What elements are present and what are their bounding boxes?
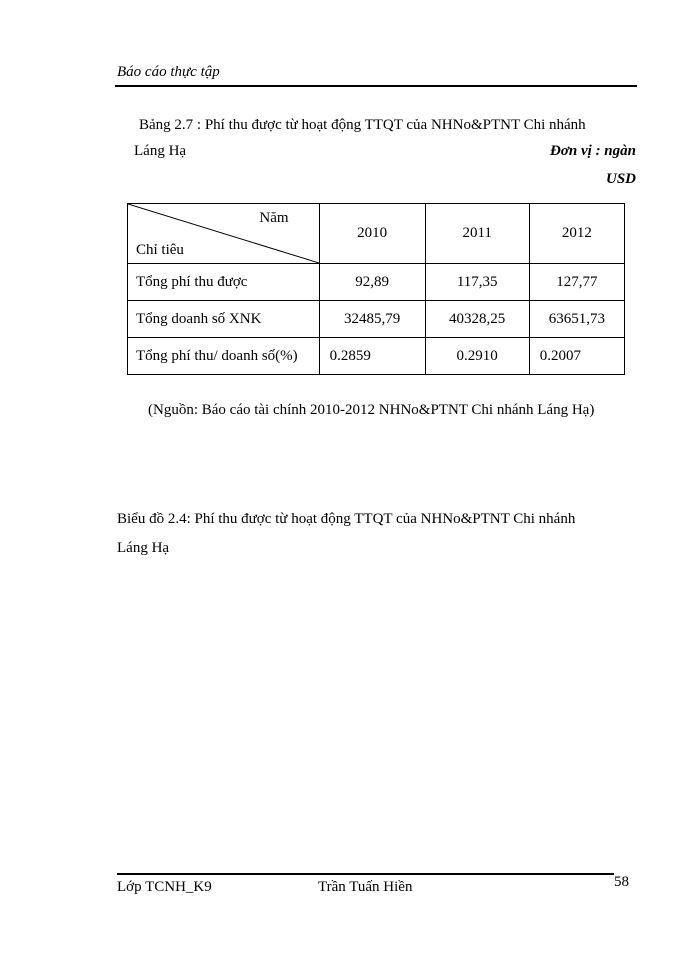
table-cell: 127,77 — [529, 264, 624, 301]
table-cell: 0.2859 — [319, 338, 425, 375]
page-number: 58 — [614, 874, 629, 890]
chart-caption: Biểu đồ 2.4: Phí thu được từ hoạt động TTQT của NHNo&PTNT Chi nhánh — [117, 511, 576, 527]
table-caption-continued: Láng Hạ — [134, 143, 187, 159]
table-unit-label-continued: USD — [605, 171, 636, 187]
year-axis-label: Năm — [259, 210, 289, 226]
table-unit-label: Đơn vị : ngàn — [550, 143, 636, 159]
year-header: 2010 — [319, 204, 425, 264]
row-label: Tổng doanh số XNK — [128, 301, 320, 338]
table-cell: 117,35 — [425, 264, 529, 301]
row-label: Tổng phí thu/ doanh số(%) — [128, 338, 320, 375]
year-header: 2011 — [425, 204, 529, 264]
chart-caption-continued: Láng Hạ — [117, 540, 170, 556]
footer-class-name: Lớp TCNH_K9 — [117, 879, 212, 895]
table-header-row — [128, 204, 625, 264]
table-row — [128, 338, 625, 375]
table-source-note: (Nguồn: Báo cáo tài chính 2010-2012 NHNo&PTNT Chi nhánh Láng Hạ) — [148, 402, 595, 418]
table-cell: 63651,73 — [529, 301, 624, 338]
row-label: Tổng phí thu được — [128, 264, 320, 301]
report-header-title: Báo cáo thực tập — [117, 64, 220, 80]
fee-table — [127, 203, 625, 375]
table-caption: Bảng 2.7 : Phí thu được từ hoạt động TTQT của NHNo&PTNT Chi nhánh — [139, 117, 586, 133]
table-cell: 0.2910 — [425, 338, 529, 375]
footer-divider — [117, 873, 614, 875]
indicator-axis-label: Chỉ tiêu — [136, 242, 184, 258]
table-cell: 92,89 — [319, 264, 425, 301]
table-corner-cell — [128, 204, 320, 264]
table-cell: 40328,25 — [425, 301, 529, 338]
table-cell: 32485,79 — [319, 301, 425, 338]
table-cell: 0.2007 — [529, 338, 624, 375]
table-row — [128, 264, 625, 301]
header-divider — [115, 85, 637, 87]
year-header: 2012 — [529, 204, 624, 264]
footer-author: Trần Tuấn Hiền — [318, 879, 413, 895]
table-row — [128, 301, 625, 338]
